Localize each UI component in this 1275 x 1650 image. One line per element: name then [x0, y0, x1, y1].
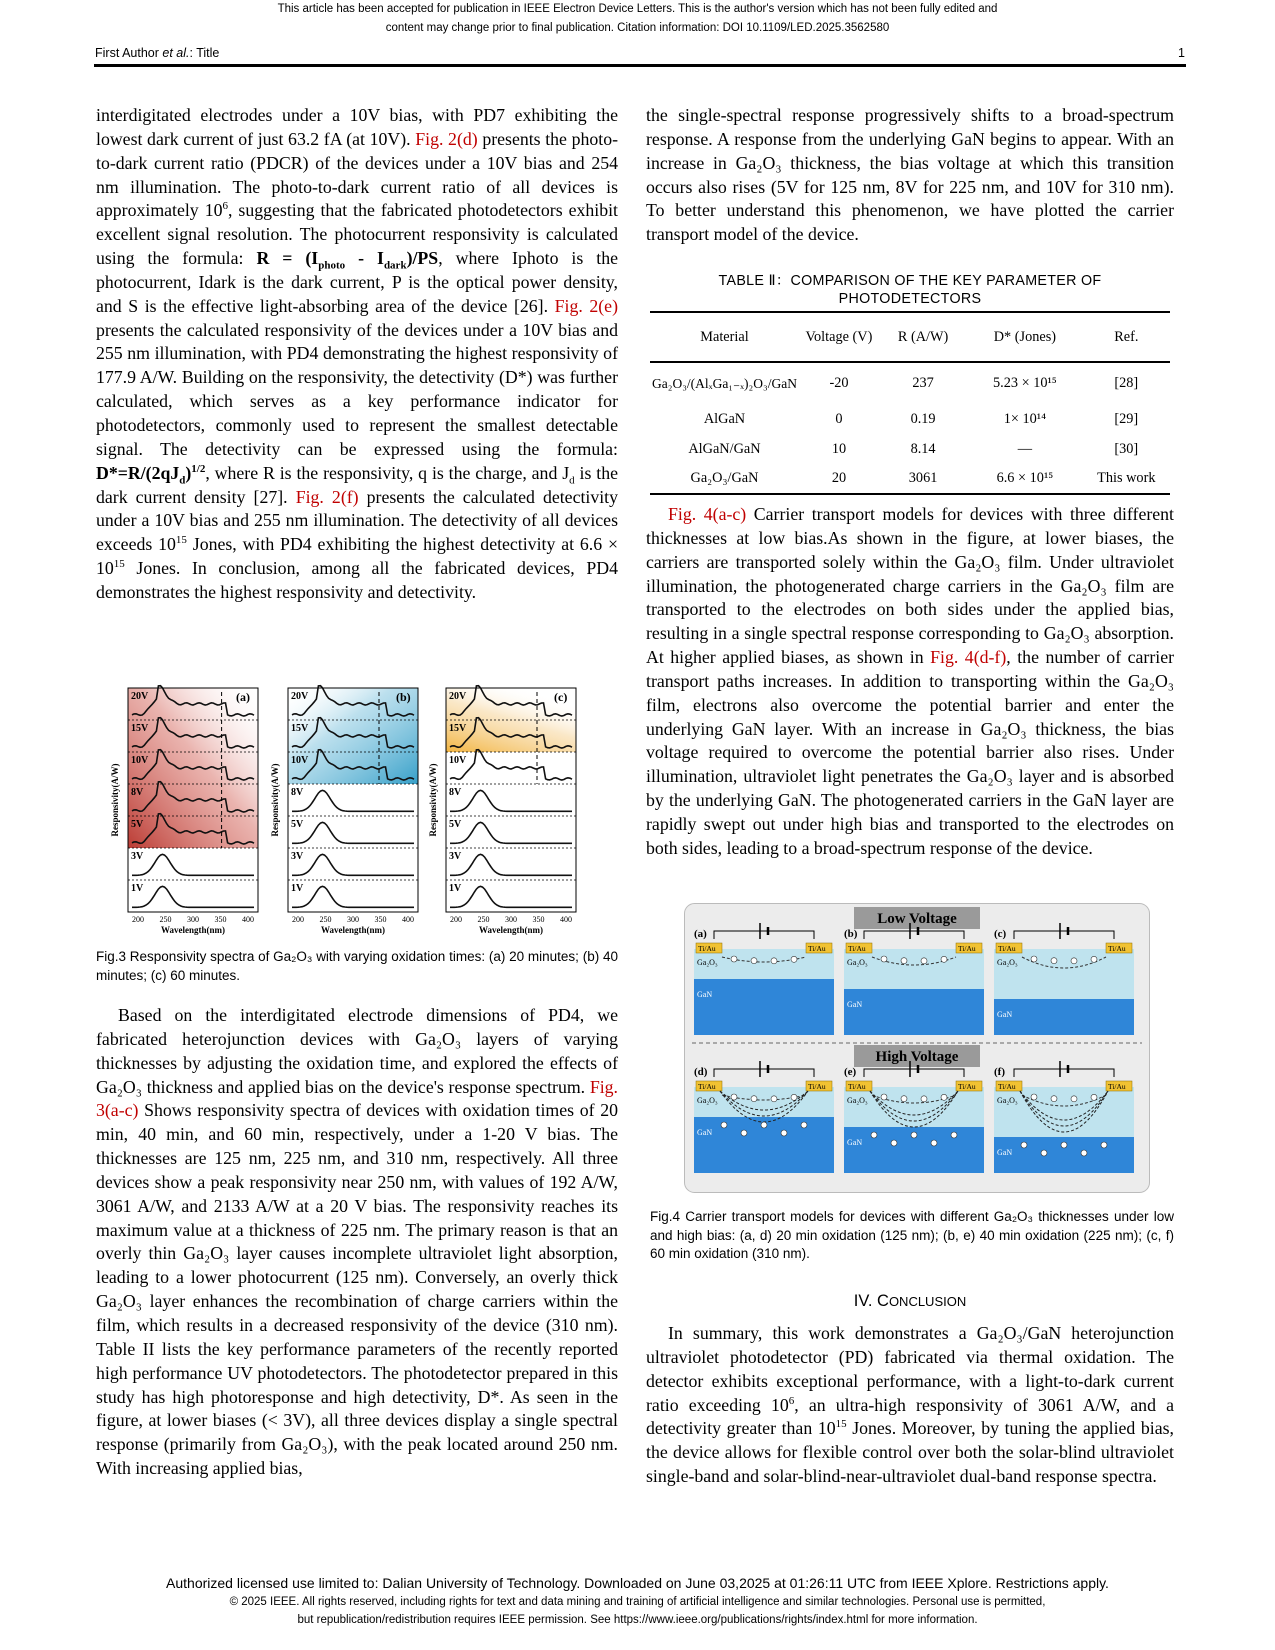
electron-symbol	[1071, 958, 1077, 964]
x-tick-label: 200	[450, 915, 462, 924]
panel-letter: (a)	[236, 690, 250, 704]
electrode-label: Ti/Au	[698, 1082, 716, 1091]
y-axis-label: Responsivity(A/W)	[428, 763, 438, 837]
panel-letter: (f)	[994, 1066, 1005, 1078]
panel-letter: (d)	[694, 1066, 708, 1078]
bias-label: 15V	[449, 723, 467, 734]
x-axis-label: Wavelength(nm)	[479, 925, 543, 935]
film-label: Ga₂O₃	[697, 1096, 718, 1105]
electrode-label: Ti/Au	[808, 944, 826, 953]
electron-symbol	[1051, 1096, 1057, 1102]
panel-letter: (c)	[554, 690, 568, 704]
electrode-label: Ti/Au	[848, 944, 866, 953]
film-label: Ga₂O₃	[697, 958, 718, 967]
table-cell: AlGaN/GaN	[688, 440, 761, 457]
electron-symbol	[731, 1094, 737, 1100]
bias-label: 1V	[291, 883, 304, 894]
electron-symbol	[761, 1122, 767, 1128]
bias-label: 15V	[291, 723, 309, 734]
table-cell: Ga₂O₃/GaN	[690, 470, 759, 486]
electron-symbol	[881, 956, 887, 962]
x-tick-label: 400	[402, 915, 414, 924]
electron-symbol	[941, 1094, 947, 1100]
table-cell: 6.6 × 10¹⁵	[996, 470, 1054, 486]
right-column-body	[646, 104, 1174, 247]
footer-permission-line: but republication/redistribution requires IEEE permission. See https://www.ieee.org/publications/rights/index.html for more information.	[297, 1614, 978, 1626]
publication-notice	[0, 0, 1275, 38]
electron-symbol	[1031, 1094, 1037, 1100]
electron-symbol	[1071, 1096, 1077, 1102]
bias-label: 8V	[449, 787, 462, 798]
section-number: IV.	[853, 1292, 873, 1310]
table-cell: 0.19	[910, 410, 936, 427]
bias-label: 5V	[291, 819, 304, 830]
bias-label: 8V	[291, 787, 304, 798]
electron-symbol	[741, 1130, 747, 1136]
page-number: 1	[1178, 46, 1185, 60]
spectrum-curve	[450, 886, 572, 907]
electron-symbol	[1021, 1142, 1027, 1148]
bias-label: 20V	[131, 691, 149, 702]
bias-label: 1V	[131, 883, 144, 894]
figure-ref-link[interactable]: Fig. 2(f)	[295, 486, 359, 507]
conclusion-body	[646, 1322, 1174, 1489]
gan-layer	[994, 999, 1134, 1035]
x-tick-label: 250	[159, 915, 172, 924]
section-heading-conclusion	[646, 1292, 1174, 1311]
electron-symbol	[1101, 1142, 1107, 1148]
running-head-author: First Author	[95, 46, 159, 60]
table-cell: 0	[835, 410, 843, 427]
shaded-region	[128, 688, 258, 848]
x-tick-label: 350	[532, 915, 545, 924]
table-row	[650, 464, 1170, 494]
figure-ref-link[interactable]: Fig. 4(a-c)	[668, 504, 747, 524]
running-head-etal: et al.	[162, 46, 190, 60]
figure-ref-link[interactable]: Fig. 4(d-f)	[930, 647, 1007, 668]
gan-layer	[694, 979, 834, 1035]
table-cell: 10	[831, 440, 847, 457]
electron-symbol	[1051, 958, 1057, 964]
section-title-rest: ONCLUSION	[888, 1294, 967, 1309]
paragraph: Fig. 4(a-c) Carrier transport models for devices with three different thicknesses at low bias.As shown in the figure, at lower biases, the carriers are transported solely within the Ga₂O₃ film. Under ultraviolet illumination, the photogenerated charge carriers in the Ga₂O₃ film are transported to the electrodes on both sides under the applied bias, resulting in a single spectral response corresponding to Ga₂O₃ absorption. At higher applied biases, as shown in Fig. 4(d-f), the number of carrier transport paths increases. In addition to transporting within the Ga₂O₃ film, electrons also overcome the potential barrier and enter the underlying GaN layer. With an increase in Ga₂O₃ thickness, the bias voltage required to overcome the potential barrier also rises. Under illumination, ultraviolet light penetrates the Ga₂O₃ layer and is absorbed by the underlying GaN. The photogenerated carriers in the GaN layer are rapidly swept out under high bias and transported to the electrodes on both sides, leading to a broad-spectrum response of the device.	[646, 504, 1175, 858]
figure-3	[108, 680, 628, 942]
y-axis-label: Responsivity(A/W)	[110, 763, 120, 837]
notice-line-1: This article has been accepted for publication in IEEE Electron Device Letters. This is the author's version which has not been fully edited and	[277, 3, 998, 15]
gan-layer	[844, 989, 984, 1035]
x-tick-label: 300	[187, 915, 199, 924]
table-cell: AlGaN	[703, 410, 746, 427]
electron-symbol	[921, 1096, 927, 1102]
figure-ref-link[interactable]: Fig. 2(e)	[554, 295, 618, 316]
paragraph: Based on the interdigitated electrode dimensions of PD4, we fabricated heterojunction devices with Ga₂O₃ layers of varying thicknesses by adjusting the oxidation time, and explored the effects of Ga₂O₃ thickness and applied bias on the device's response spectrum. Fig. 3(a-c) Shows responsivity spectra of devices with oxidation times of 20 min, 40 min, and 60 min, respectively, under a 1-20 V bias. The thicknesses are 125 nm, 225 nm, and 310 nm, respectively. All three devices show a peak responsivity near 250 nm, with values of 192 A/W, 3061 A/W, and 2133 A/W at a 20 V bias. The responsivity reaches its maximum value at a thickness of 225 nm. The primary reason is that an overly thin Ga₂O₃ layer causes incomplete ultraviolet light absorption, leading to a lower photocurrent (125 nm). Conversely, an overly thick Ga₂O₃ layer enhances the recombination of charge carriers within the film, which results in a decreased responsivity of the device (310 nm). Table II lists the key performance parameters of the recently reported high performance UV photodetectors. The photodetector prepared in this study has high photoresponse and high detectivity, D*. As seen in the figure, at lower biases (< 3V), all three devices display a single spectral response (primarily from Ga₂O₃), with the peak located around 250 nm. With increasing applied bias,	[96, 1005, 618, 1479]
electron-symbol	[791, 956, 797, 962]
spectrum-curve	[292, 886, 414, 907]
bias-label: 15V	[131, 723, 149, 734]
x-tick-label: 350	[214, 915, 227, 924]
table-row	[650, 362, 1170, 404]
table-cell: [29]	[1114, 410, 1139, 427]
bias-label: 5V	[131, 819, 144, 830]
electron-symbol	[721, 1122, 727, 1128]
spectrum-curve	[292, 854, 414, 875]
paragraph: interdigitated electrodes under a 10V bias, with PD7 exhibiting the lowest dark current of just 63.2 fA (at 10V). Fig. 2(d) presents the photo-to-dark current ratio (PDCR) of the devices under a 10V bias and 254 nm illumination. The photo-to-dark current ratio of all devices is approximately $10^6$, suggesting that the fabricated photodetectors exhibit excellent signal resolution. The photocurrent responsivity is calculated using the formula: $R = (I_{photo} - I_{dark})/PS$, where Iphoto is the photocurrent, Idark is the dark current, P is the optical power density, and S is the effective light-absorbing area of the device [26]. Fig. 2(e) presents the calculated responsivity of the devices under a 10V bias and 255 nm illumination, with PD4 demonstrating the highest responsivity of 177.9 A/W. Building on the responsivity, the detectivity (D*) was further calculated, which serves as a key performance indicator for photodetectors, commonly used to represent the smallest detectable signal. The detectivity can be expressed using the formula: $D*=R/(2qJ_d)^{1/2}$, where R is the responsivity, q is the charge, and $J_d$ is the dark current density [27]. Fig. 2(f) presents the calculated detectivity under a 10V bias and 255 nm illumination. The detectivity of all devices exceeds $10^{15}$ Jones, with PD4 exhibiting the highest detectivity at $6.6 \times 10^{15}$ Jones. In conclusion, among all the fabricated devices, PD4 demonstrates the highest responsivity and detectivity.	[96, 105, 619, 602]
table-2-caption	[646, 272, 1174, 309]
electron-symbol	[771, 1096, 777, 1102]
notice-line-2: content may change prior to final publication. Citation information: DOI 10.1109/LED.2025.3562580	[385, 22, 890, 34]
film-label: Ga₂O₃	[847, 1096, 868, 1105]
bias-label: 3V	[449, 851, 462, 862]
electron-symbol	[1091, 956, 1097, 962]
substrate-label: GaN	[847, 1000, 863, 1009]
table-cell: [28]	[1114, 375, 1139, 391]
high-voltage-label: High Voltage	[875, 1049, 959, 1065]
figure-3-caption: Fig.3 Responsivity spectra of Ga₂O₃ with varying oxidation times: (a) 20 minutes; (b) 40 minutes; (c) 60 minutes.	[96, 949, 618, 983]
electron-symbol	[791, 1094, 797, 1100]
table-cell: 1× 10¹⁴	[1003, 410, 1047, 427]
substrate-label: GaN	[997, 1148, 1013, 1157]
x-tick-label: 250	[319, 915, 332, 924]
table-cell: 5.23 × 10¹⁵	[992, 375, 1057, 391]
table-header-cell: Material	[700, 328, 749, 345]
film-label: Ga₂O₃	[997, 958, 1018, 967]
electrode-label: Ti/Au	[1108, 1082, 1126, 1091]
bias-label: 3V	[291, 851, 304, 862]
section-title-cap: C	[877, 1292, 889, 1310]
table-cell: —	[1017, 440, 1033, 457]
figure-4	[684, 903, 1150, 1193]
electron-symbol	[901, 958, 907, 964]
table-cell: Ga₂O₃/(AlₓGa₁₋ₓ)₂O₃/GaN	[652, 375, 797, 391]
electron-symbol	[1061, 1142, 1067, 1148]
spectrum-curve	[292, 822, 414, 843]
x-tick-label: 300	[505, 915, 517, 924]
electrode-label: Ti/Au	[998, 944, 1016, 953]
bias-label: 1V	[449, 883, 462, 894]
left-column-body	[96, 104, 618, 605]
footer-license-line: Authorized licensed use limited to: Dalian University of Technology. Downloaded on June 03,2025 at 01:26:11 UTC from IEEE Xplore. Restrictions apply.	[166, 1575, 1109, 1591]
spectrum-curve	[450, 822, 572, 843]
paragraph: the single-spectral response progressively shifts to a broad-spectrum response. A response from the underlying GaN begins to appear. With an increase in Ga₂O₃ thickness, the bias voltage at which this transition occurs also rises (5V for 125 nm, 8V for 225 nm, and 10V for 310 nm). To better understand this phenomenon, we have plotted the carrier transport model of the device.	[646, 105, 1174, 245]
electron-symbol	[911, 1132, 917, 1138]
figure-4-image	[684, 903, 1150, 1193]
y-axis-label: Responsivity(A/W)	[270, 763, 280, 837]
electron-symbol	[931, 1140, 937, 1146]
running-head-title: : Title	[189, 46, 220, 60]
table-header-cell: R (A/W)	[897, 328, 949, 345]
footer-copyright-line: © 2025 IEEE. All rights reserved, including rights for text and data mining and training of artificial intelligence and similar technologies. Personal use is permitted,	[229, 1596, 1046, 1608]
bias-label: 10V	[449, 755, 467, 766]
substrate-label: GaN	[697, 1128, 713, 1137]
electron-symbol	[1041, 1150, 1047, 1156]
spectrum-curve	[450, 790, 572, 811]
x-tick-label: 300	[347, 915, 359, 924]
electrode-label: Ti/Au	[848, 1082, 866, 1091]
low-voltage-label: Low Voltage	[877, 911, 957, 927]
ga2o3-layer	[994, 949, 1134, 999]
x-tick-label: 400	[242, 915, 254, 924]
x-tick-label: 400	[560, 915, 572, 924]
table-cell: 237	[912, 375, 934, 391]
substrate-label: GaN	[997, 1010, 1013, 1019]
paragraph: In summary, this work demonstrates a Ga₂O₃/GaN heterojunction ultraviolet photodetector (PD) fabricated via thermal oxidation. The detector exhibits exceptional performance, with a light-to-dark current ratio exceeding $10^6$, an ultra-high responsivity of 3061 A/W, and a detectivity greater than $10^{15}$ Jones. Moreover, by tuning the applied bias, the device allows for flexible control over both the solar-blind ultraviolet single-band and solar-blind-near-ultraviolet dual-band response spectra.	[646, 1323, 1175, 1487]
bias-label: 20V	[291, 691, 309, 702]
x-tick-label: 350	[374, 915, 387, 924]
electron-symbol	[1091, 1094, 1097, 1100]
x-tick-label: 200	[292, 915, 304, 924]
electron-symbol	[801, 1122, 807, 1128]
panel-letter: (c)	[994, 928, 1007, 940]
electron-symbol	[941, 956, 947, 962]
table-cell: This work	[1097, 470, 1156, 486]
footer	[0, 1573, 1275, 1629]
spectrum-curve	[132, 886, 254, 907]
running-head	[95, 46, 1185, 60]
film-label: Ga₂O₃	[997, 1096, 1018, 1105]
spectrum-curve	[450, 750, 572, 780]
ga2o3-layer	[844, 949, 984, 989]
header-rule	[94, 64, 1186, 67]
electrode-label: Ti/Au	[1108, 944, 1126, 953]
panel-letter: (a)	[694, 928, 707, 940]
table-2	[650, 311, 1170, 495]
right-column-body-2	[646, 503, 1174, 861]
bias-label: 20V	[449, 691, 467, 702]
table-cell: 3061	[908, 470, 938, 486]
figure-ref-link[interactable]: Fig. 2(d)	[415, 128, 478, 149]
electron-symbol	[901, 1096, 907, 1102]
electron-symbol	[751, 1096, 757, 1102]
electron-symbol	[951, 1132, 957, 1138]
electron-symbol	[771, 958, 777, 964]
electron-symbol	[751, 958, 757, 964]
figure-4-caption: Fig.4 Carrier transport models for devices with different Ga₂O₃ thicknesses under low and high bias: (a, d) 20 min oxidation (125 nm); (b, e) 40 min oxidation (225 nm); (c, f) 60 min oxidation (310 nm).	[650, 1209, 1174, 1261]
electrode-label: Ti/Au	[958, 1082, 976, 1091]
table-header-row	[650, 312, 1170, 362]
table-header-cell: Ref.	[1114, 328, 1139, 345]
bias-label: 8V	[131, 787, 144, 798]
table-row	[650, 434, 1170, 464]
table-row	[650, 404, 1170, 434]
x-tick-label: 200	[132, 915, 144, 924]
x-axis-label: Wavelength(nm)	[321, 925, 385, 935]
substrate-label: GaN	[697, 990, 713, 999]
bias-label: 5V	[449, 819, 462, 830]
table-header-cell: Voltage (V)	[805, 328, 873, 345]
spectrum-curve	[132, 854, 254, 875]
electron-symbol	[1031, 956, 1037, 962]
spectrum-curve	[450, 854, 572, 875]
electron-symbol	[871, 1132, 877, 1138]
electron-symbol	[781, 1130, 787, 1136]
x-tick-label: 250	[477, 915, 490, 924]
spectrum-curve	[292, 790, 414, 811]
table-cell: 20	[831, 470, 847, 486]
electron-symbol	[1081, 1150, 1087, 1156]
bias-label: 10V	[291, 755, 309, 766]
electrode-label: Ti/Au	[958, 944, 976, 953]
table-caption-line-1: TABLE Ⅱ：COMPARISON OF THE KEY PARAMETER OF	[718, 273, 1102, 289]
ga2o3-layer	[994, 1087, 1134, 1137]
panel-letter: (e)	[844, 1066, 857, 1078]
table-cell: -20	[829, 375, 849, 391]
panel-letter: (b)	[396, 690, 411, 704]
table-cell: [30]	[1114, 440, 1139, 457]
table-caption-line-2: PHOTODETECTORS	[838, 291, 982, 308]
electron-symbol	[891, 1140, 897, 1146]
electrode-label: Ti/Au	[808, 1082, 826, 1091]
table-cell: 8.14	[910, 440, 936, 457]
electrode-label: Ti/Au	[998, 1082, 1016, 1091]
electron-symbol	[881, 1094, 887, 1100]
electron-symbol	[921, 958, 927, 964]
electrode-label: Ti/Au	[698, 944, 716, 953]
bias-label: 10V	[131, 755, 149, 766]
x-axis-label: Wavelength(nm)	[161, 925, 225, 935]
film-label: Ga₂O₃	[847, 958, 868, 967]
panel-letter: (b)	[844, 928, 858, 940]
left-column-body-2	[96, 1004, 618, 1481]
bias-label: 3V	[131, 851, 144, 862]
substrate-label: GaN	[847, 1138, 863, 1147]
electron-symbol	[731, 956, 737, 962]
figure-3-image	[108, 680, 628, 942]
figure-ref-link[interactable]: Fig. 3(a-c)	[96, 1076, 618, 1121]
table-header-cell: D* (Jones)	[993, 328, 1057, 345]
